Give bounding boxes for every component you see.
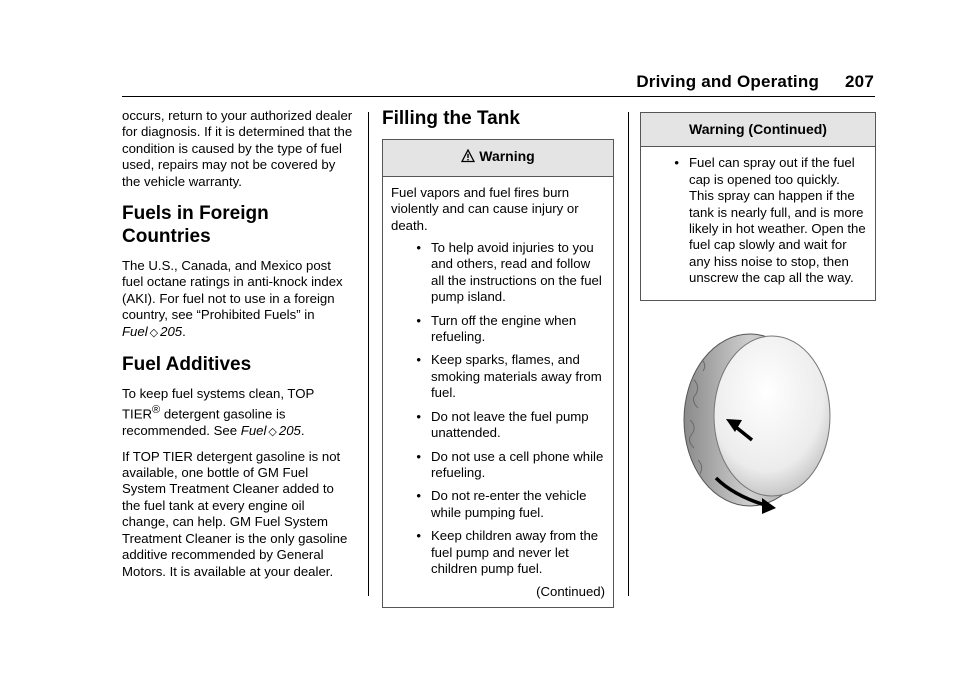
warning-intro: Fuel vapors and fuel fires burn violently and can cause injury or death. [391, 184, 579, 233]
foreign-paragraph [122, 258, 354, 341]
punct: . [182, 323, 186, 339]
warning-triangle-icon [461, 149, 475, 166]
warning-continued-header: Warning (Continued) [641, 113, 875, 147]
list-item [391, 313, 605, 346]
bullet-icon: • [416, 312, 421, 328]
list-item [391, 240, 605, 306]
bullet-text: To help avoid injuries to you and others, read and follow all the instructions on the fuel pump island. [431, 240, 602, 305]
intro-paragraph: occurs, return to your authorized dealer for diagnosis. If it is determined that the condition is caused by the type of fuel used, repairs may not be covered by the vehicle warranty. [122, 108, 353, 189]
bullet-icon: • [416, 448, 421, 464]
heading-line-1: Fuels in Foreign [122, 203, 269, 225]
column-divider-right [628, 112, 629, 596]
warning-continued-body [641, 147, 875, 299]
bullet-text: Keep children away from the fuel pump and never let children pump fuel. [431, 528, 599, 576]
bullet-text: Do not use a cell phone while refueling. [431, 448, 604, 480]
warning-body [383, 177, 613, 607]
xref-page[interactable]: 205 [160, 323, 183, 339]
page-ref-icon: ◇ [149, 326, 159, 339]
bullet-icon: • [416, 352, 421, 368]
fuel-cap-illustration [672, 320, 842, 520]
bullet-text: Do not leave the fuel pump unattended. [431, 408, 589, 441]
continued-label: (Continued) [536, 584, 605, 600]
foreign-text: The U.S., Canada, and Mexico post fuel octane ratings in anti-knock index (AKI). For fuel not to use in a foreign country, see “Prohibited Fuels” in [122, 258, 343, 323]
heading-fuels-foreign [122, 202, 354, 248]
bullet-icon: • [416, 528, 421, 544]
section-name: Driving and Operating [636, 72, 820, 91]
bullet-icon: • [674, 155, 679, 171]
column-divider-left [368, 112, 369, 596]
heading-line-2: Countries [122, 226, 211, 248]
fuel-cap-icon [672, 320, 842, 520]
bullet-text: Fuel can spray out if the fuel cap is opened too quickly. This spray can happen if the tank is nearly full, and is more likely in hot weather. Open the fuel cap slowly and wait for any hiss noise to stop, then unscrew the cap all the way. [689, 155, 866, 286]
bullet-text: Keep sparks, flames, and smoking materials away from fuel. [431, 352, 602, 401]
additives-text-mid: detergent gasoline is recommended. See [122, 406, 286, 439]
additives-paragraph-1 [122, 386, 354, 441]
heading-filling-tank: Filling the Tank [382, 108, 520, 129]
warning-header [383, 140, 613, 176]
column-2 [382, 108, 614, 608]
xref-fuel-link-2[interactable]: Fuel [240, 423, 267, 439]
header-rule [122, 96, 875, 97]
page-number: 207 [845, 72, 874, 91]
header-title [636, 72, 874, 92]
bullet-icon: • [416, 408, 421, 424]
warning-continued-box [640, 112, 876, 301]
page-ref-icon: ◇ [268, 426, 277, 439]
list-item [391, 352, 605, 401]
xref-fuel-link[interactable]: Fuel [122, 323, 148, 339]
bullet-text: Turn off the engine when refueling. [431, 312, 577, 345]
additives-paragraph-2: If TOP TIER detergent gasoline is not available, one bottle of GM Fuel System Treatment Cleaner added to the fuel tank at every engine oil change, can help. GM Fuel System Treatment Cleaner is the only gasoline additive recommended by General Motors. It is available at your dealer. [122, 448, 348, 579]
column-1 [122, 108, 354, 588]
list-item [391, 528, 605, 577]
list-item [391, 409, 605, 442]
list-item [649, 155, 867, 286]
registered-mark: ® [152, 404, 161, 417]
additives-text-start: To keep fuel systems clean, TOP TIER [122, 386, 315, 422]
xref-page-2[interactable]: 205 [278, 423, 301, 439]
bullet-text: Do not re-enter the vehicle while pumping fuel. [431, 488, 587, 520]
list-item [391, 488, 605, 521]
warning-box [382, 139, 614, 607]
heading-fuel-additives: Fuel Additives [122, 354, 252, 376]
bullet-icon: • [416, 240, 421, 256]
punct: . [300, 423, 305, 439]
list-item [391, 449, 605, 482]
column-3 [640, 112, 876, 301]
warning-label: Warning [479, 148, 535, 165]
bullet-icon: • [416, 488, 421, 504]
